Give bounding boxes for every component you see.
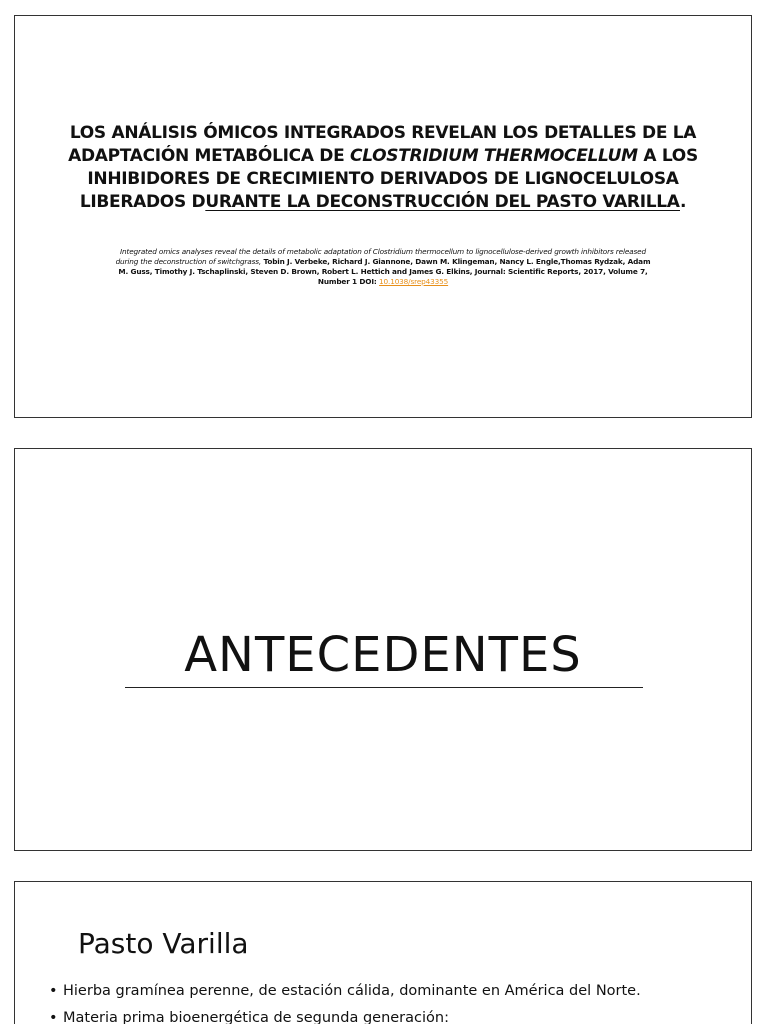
- bullet-marker: •: [49, 1010, 58, 1024]
- citation-authors: Tobin J. Verbeke, Richard J. Giannone, Dawn M. Klingeman, Nancy L. Engle,Thomas Rydzak, Adam M. Guss, Timothy J. Tschaplinski, Steven D. Brown, Robert L. Hettich and James G. Elkins, Journal: Scientific Reports, 2017, Volume 7, Number 1 DOI:: [118, 257, 651, 286]
- title-organism: CLOSTRIDIUM THERMOCELLUM: [350, 146, 638, 166]
- bullet-list: [49, 978, 641, 1024]
- section-divider: [125, 687, 643, 688]
- title-underlined-text: URANTE LA DECONSTRUCCIÓN DEL PASTO VARILLA: [205, 192, 680, 212]
- bullet-text: Hierba gramínea perenne, de estación cálida, dominante en América del Norte.: [63, 983, 641, 999]
- slide-heading: Pasto Varilla: [78, 927, 249, 960]
- section-title: ANTECEDENTES: [184, 627, 582, 683]
- bullet-marker: •: [49, 983, 58, 999]
- list-item: [49, 1005, 641, 1024]
- citation: [110, 247, 656, 287]
- slide-content: [14, 881, 752, 1024]
- list-item: [49, 978, 641, 1005]
- doi-link[interactable]: 10.1038/srep43355: [379, 277, 449, 286]
- title-text-2: A LOS INHIBIDORES DE CRECIMIENTO DERIVADOS DE LIGNOCELULOSA LIBERADOS D: [79, 146, 698, 212]
- slide-section: [14, 448, 752, 851]
- slide-title: [14, 15, 752, 418]
- bullet-text: Materia prima bioenergética de segunda generación:: [63, 1010, 449, 1024]
- paper-title: [65, 122, 701, 214]
- title-period: .: [680, 192, 687, 212]
- citation-english-title: Integrated omics analyses reveal the details of metabolic adaptation of Clostridium thermocellum to lignocellulose-derived growth inhibitors released during the deconstruction of switchgrass,: [115, 247, 646, 266]
- title-text-1: LOS ANÁLISIS ÓMICOS INTEGRADOS REVELAN LOS DETALLES DE LA ADAPTACIÓN METABÓLICA DE: [68, 123, 697, 166]
